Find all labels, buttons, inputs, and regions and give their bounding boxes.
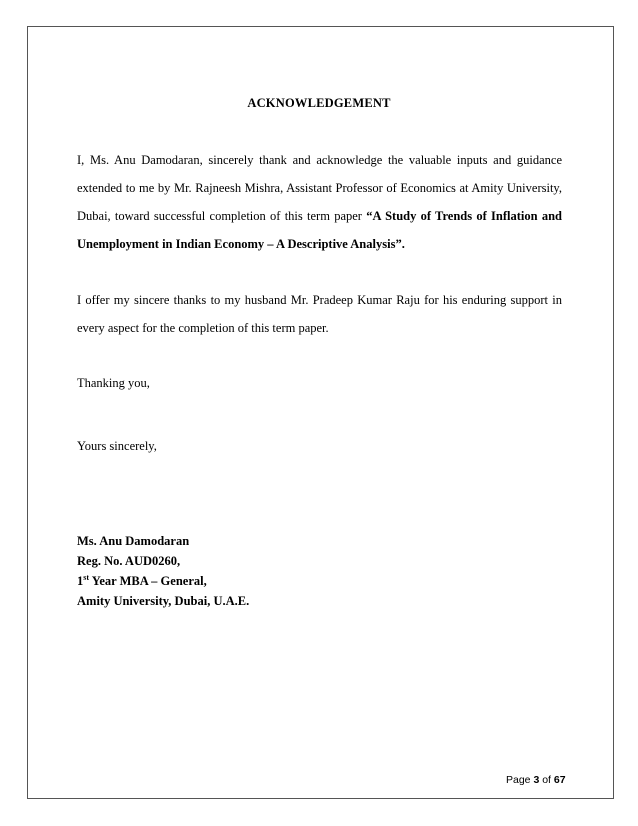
page-word: Page (506, 774, 534, 786)
paragraph-line (77, 202, 562, 230)
page-number-footer (506, 774, 566, 786)
signatory-name: Ms. Anu Damodaran (77, 534, 190, 548)
paragraph-line: every aspect for the completion of this term paper. (77, 321, 329, 335)
university-name: Amity University, Dubai, U.A.E. (77, 594, 250, 608)
paragraph-text: Dubai, toward successful completion of this term paper (77, 209, 367, 223)
signature-block (77, 531, 249, 611)
paper-title-part1: “A Study of Trends of Inflation and (366, 209, 562, 223)
year-ordinal-suffix: st (83, 573, 90, 582)
thanking-line: Thanking you, (77, 376, 150, 390)
current-page: 3 (533, 774, 540, 786)
acknowledgement-paragraph (77, 146, 562, 258)
paragraph-line: I offer my sincere thanks to my husband Mr. Pradeep Kumar Raju for his enduring support in (77, 293, 562, 307)
program-year (77, 571, 249, 591)
year-number: 1 (77, 574, 84, 588)
yours-sincerely-line: Yours sincerely, (77, 439, 157, 453)
paper-title-part2: Unemployment in Indian Economy – A Descriptive Analysis”. (77, 237, 405, 251)
paragraph-line (77, 230, 562, 258)
document-title: ACKNOWLEDGEMENT (247, 96, 391, 110)
paragraph-line: extended to me by Mr. Rajneesh Mishra, Assistant Professor of Economics at Amity University, (77, 181, 562, 195)
registration-number: Reg. No. AUD0260, (77, 554, 181, 568)
total-pages: 67 (553, 774, 566, 786)
page-border (27, 26, 614, 799)
program-name: Year MBA – General, (89, 574, 207, 588)
of-word: of (539, 774, 554, 786)
thanks-paragraph (77, 286, 562, 342)
paragraph-line: I, Ms. Anu Damodaran, sincerely thank and acknowledge the valuable inputs and guidance (77, 153, 562, 167)
